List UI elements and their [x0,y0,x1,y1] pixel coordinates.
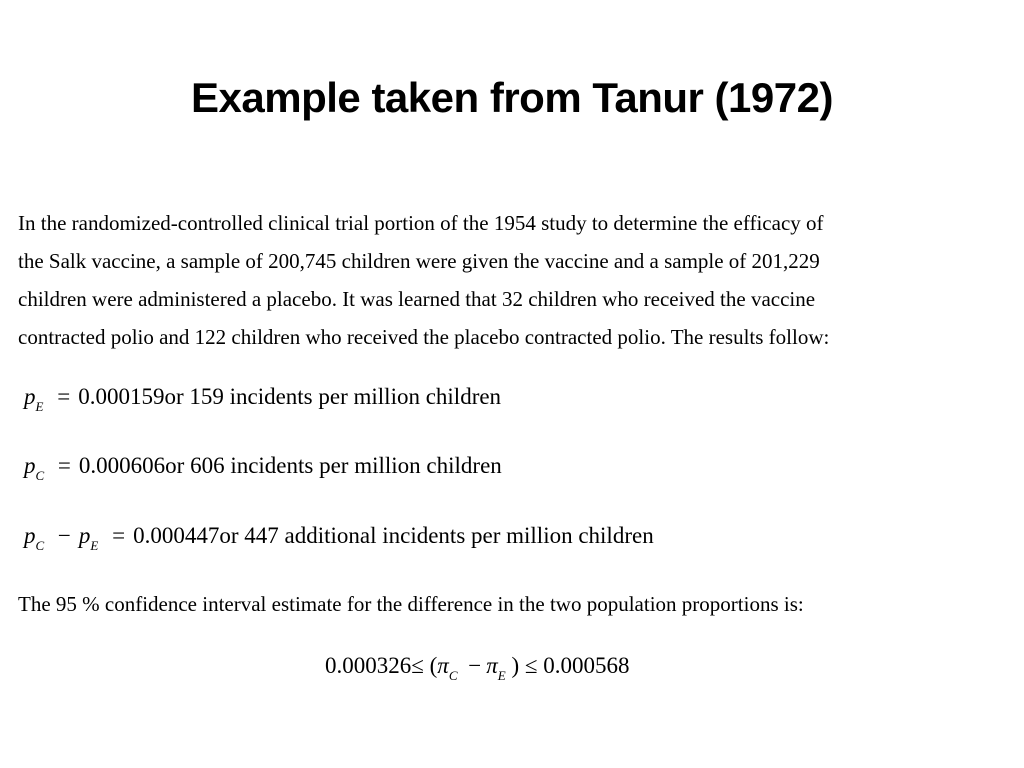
ci-close-paren: ) [511,653,520,678]
equation-pe [24,382,501,415]
pe-variable: p [24,384,36,409]
pe-value: 0.000159 [78,384,165,409]
intro-line-2: the Salk vaccine, a sample of 200,745 children were given the vaccine and a sample of 201,229 [18,249,820,273]
ci-leq-1: ≤ [411,653,424,678]
ci-subscript-2: E [497,668,506,683]
equation-difference [24,521,654,554]
diff-subscript-2: E [90,538,99,553]
diff-minus: − [57,523,71,548]
ci-pi-1: π [437,653,449,678]
intro-paragraph [18,204,1018,356]
diff-equals: = [112,523,126,548]
diff-value: 0.000447 [133,523,220,548]
pe-subscript: E [35,399,44,414]
intro-line-3: children were administered a placebo. It was learned that 32 children who received the vaccine [18,287,816,311]
pc-variable: p [24,453,36,478]
pe-description: or 159 incidents per million children [164,384,502,409]
diff-variable-1: p [24,523,36,548]
ci-leq-2: ≤ [524,653,538,678]
pc-description: or 606 incidents per million children [165,453,502,478]
pc-subscript: C [35,468,45,483]
intro-line-1: In the randomized-controlled clinical trial portion of the 1954 study to determine the efficacy of [18,211,824,235]
diff-description: or 447 additional incidents per million children [219,523,654,548]
ci-subscript-1: C [448,668,458,683]
pc-equals: = [57,453,71,478]
confidence-interval-text: The 95 % confidence interval estimate for the difference in the two population proportions is: [18,592,804,616]
slide-title: Example taken from Tanur (1972) [191,74,833,121]
ci-minus: − [468,653,482,678]
intro-line-4: contracted polio and 122 children who received the placebo contracted polio. The results follow: [18,325,830,349]
ci-pi-2: π [486,653,498,678]
equation-pc [24,451,502,484]
pc-value: 0.000606 [78,453,166,478]
ci-lower-bound: 0.000326 [325,653,412,678]
ci-open-paren: ( [429,653,438,678]
diff-variable-2: p [78,523,91,548]
diff-subscript-1: C [35,538,45,553]
confidence-interval-equation [325,651,630,684]
pe-equals: = [57,384,71,409]
ci-upper-bound: 0.000568 [543,653,630,678]
